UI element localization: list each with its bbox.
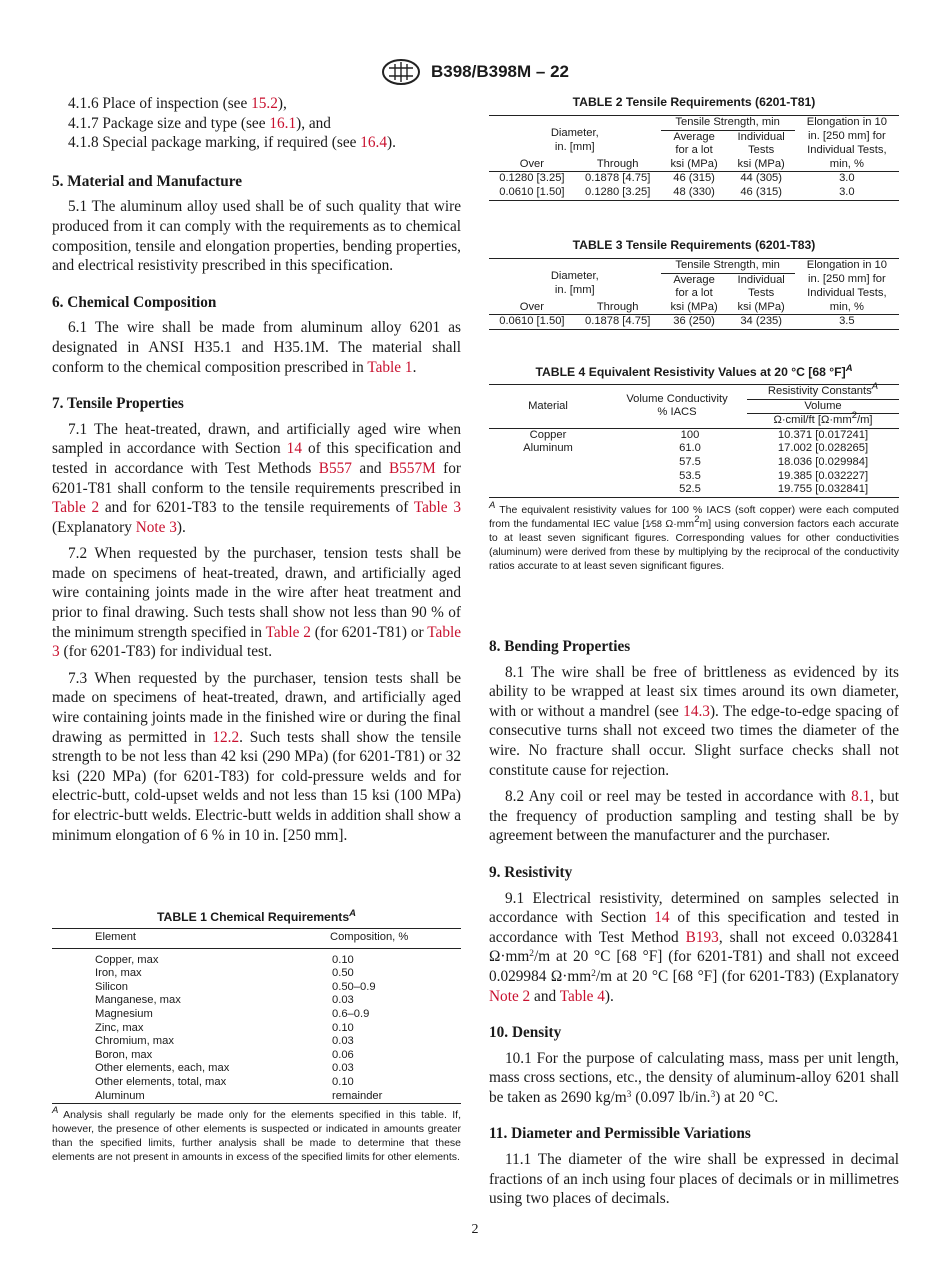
link-15-2[interactable]: 15.2 xyxy=(251,95,278,112)
link-section-14[interactable]: 14 xyxy=(286,440,302,458)
text: (0.097 lb/in. xyxy=(631,1088,711,1106)
superscript: 2 xyxy=(529,949,535,960)
col-header-elong-1: Elongation in 10 xyxy=(806,259,887,272)
paragraph-10-1 xyxy=(489,1049,899,1108)
table-header-row xyxy=(489,158,899,172)
astm-logo-icon xyxy=(381,58,421,86)
link-table-4[interactable]: Table 4 xyxy=(559,987,605,1005)
section-7-heading: 7. Tensile Properties xyxy=(52,395,184,413)
paragraph-9-1 xyxy=(489,889,899,1007)
table-header-row xyxy=(489,116,899,131)
paragraph-7-3 xyxy=(52,669,461,845)
col-header-elong-2: in. [250 mm] for xyxy=(808,273,886,286)
table-cell: 0.50 xyxy=(332,967,354,980)
paragraph-8-2 xyxy=(489,787,899,846)
footnote-mark: A xyxy=(871,381,879,392)
link-16-4[interactable]: 16.4 xyxy=(360,134,388,152)
text: , shall not exceed 0.032841 Ω·mm xyxy=(489,928,899,966)
link-b557[interactable]: B557 xyxy=(318,459,352,477)
section-9-heading: 9. Resistivity xyxy=(489,863,573,881)
table-header-row xyxy=(489,385,899,400)
footnote-mark: A xyxy=(349,908,356,919)
table-row xyxy=(489,456,899,470)
text: . Such tests shall show the tensile strength to be not less than 42 ksi (290 MPa) (for 6201-T81) or 32 ksi (220 MPa) (for 6201-T83) for cold-pressure welds and for electric-butt, cold-upset welds and not less than 15 ksi (100 MPa) for electric-butt welds. Electric-butt welds in addition shall show a minimum elongation of 6 % in 10 in. [250 mm]. xyxy=(52,728,461,844)
text: % IACS xyxy=(657,406,697,419)
section-6-heading: 6. Chemical Composition xyxy=(52,293,217,311)
col-header-material: Material xyxy=(528,399,568,412)
paragraph-11-1: 11.1 The diameter of the wire shall be expressed in decimal fractions of an inch using four places of decimals or in millimetres using two places of decimals. xyxy=(489,1151,899,1208)
table-cell: 0.1280 [3.25] xyxy=(499,172,565,185)
text: 6.1 The wire shall be made from aluminum alloy 6201 as designated in ANSI H35.1 and H35.1M. The material shall conform to the chemical composition prescribed in xyxy=(52,319,461,376)
table-cell: Silicon xyxy=(95,980,128,993)
link-b557m[interactable]: B557M xyxy=(388,459,436,477)
col-header-diameter xyxy=(489,116,661,158)
table-header-row xyxy=(489,259,899,274)
page-header xyxy=(0,58,950,86)
link-table-3[interactable]: Table 3 xyxy=(52,623,462,661)
table-cell: 3.0 xyxy=(839,172,855,185)
table-row xyxy=(52,1062,461,1076)
table-cell: remainder xyxy=(332,1089,383,1102)
col-header-volume: Volume xyxy=(747,399,899,414)
text: Diameter, xyxy=(550,127,599,140)
item-4-1-6 xyxy=(52,94,461,114)
table-1-grid xyxy=(52,928,461,1104)
link-note-3[interactable]: Note 3 xyxy=(135,518,177,536)
link-section-14[interactable]: 14 xyxy=(654,909,670,927)
table-cell xyxy=(489,483,607,497)
table-cell: 0.10 xyxy=(332,953,354,966)
table-row xyxy=(489,315,899,330)
table-cell: 0.10 xyxy=(332,1075,354,1088)
text: and xyxy=(351,459,389,477)
text: and for 6201-T83 to the tensile requirements of xyxy=(99,499,414,517)
col-header-ind-2: Tests xyxy=(748,287,775,300)
col-header-element: Element xyxy=(95,931,137,943)
col-header-ksi-ind: ksi (MPa) xyxy=(737,157,785,170)
page-number: 2 xyxy=(471,1222,479,1237)
text: ), and xyxy=(296,114,331,132)
section-5-heading: 5. Material and Manufacture xyxy=(52,172,243,190)
table-2 xyxy=(489,95,899,201)
col-header-avg-2: for a lot xyxy=(675,287,713,300)
table-header-row xyxy=(489,301,899,315)
right-column xyxy=(489,637,899,1216)
col-header-elong-4: min, % xyxy=(829,300,864,313)
col-header-tensile: Tensile Strength, min xyxy=(661,259,795,274)
link-12-2[interactable]: 12.2 xyxy=(212,728,240,746)
col-header-ind: Individual xyxy=(737,130,785,143)
table-cell: 100 xyxy=(680,428,700,441)
table-cell: 3.5 xyxy=(839,315,855,328)
link-8-1[interactable]: 8.1 xyxy=(851,788,871,806)
table-row xyxy=(489,470,899,484)
table-cell: Iron, max xyxy=(95,967,142,980)
col-header-avg: Average xyxy=(673,273,715,286)
paragraph-7-2 xyxy=(52,544,461,662)
superscript: 3 xyxy=(626,1089,632,1100)
table-4-title xyxy=(489,365,899,379)
table-cell: 57.5 xyxy=(679,455,701,468)
text: ) at 20 °C. xyxy=(715,1088,779,1106)
col-header-ind: Individual xyxy=(737,273,785,286)
text: of this specification and tested in accordance with Test Method xyxy=(489,909,899,946)
table-cell: 0.6–0.9 xyxy=(332,1007,370,1020)
link-14-3[interactable]: 14.3 xyxy=(683,702,710,720)
table-row xyxy=(489,483,899,497)
table-cell: 0.0610 [1.50] xyxy=(499,315,565,328)
text: TABLE 1 Chemical Requirements xyxy=(157,910,350,924)
footnote-mark: A xyxy=(845,363,853,374)
table-cell: 0.1280 [3.25] xyxy=(584,185,651,198)
table-row xyxy=(52,981,461,995)
table-4-grid xyxy=(489,381,899,498)
table-cell: 3.0 xyxy=(839,185,855,198)
table-cell: Zinc, max xyxy=(95,1021,144,1034)
table-cell: 61.0 xyxy=(679,442,701,455)
table-3-grid xyxy=(489,258,899,330)
col-header-through: Through xyxy=(596,157,639,170)
text: . xyxy=(412,358,417,376)
col-header-ksi-avg: ksi (MPa) xyxy=(670,300,718,313)
text: Volume Conductivity xyxy=(626,392,728,405)
table-3 xyxy=(489,238,899,330)
table-cell: Aluminum xyxy=(95,1089,145,1102)
text: ). xyxy=(604,987,614,1005)
col-header-unit xyxy=(747,410,899,429)
table-row xyxy=(52,1076,461,1090)
table-cell: 0.06 xyxy=(332,1048,354,1061)
table-row xyxy=(52,967,461,981)
col-header-resistivity xyxy=(747,381,899,400)
col-header-avg: Average xyxy=(673,130,715,143)
superscript: 2 xyxy=(851,410,857,422)
text: m] using conversion factors each accurate to at least seven significant figures. Corresponding values for other conductivities (aluminum) were derived from these by multiplying by the reciprocal of the conductivity ratios accurate to at least seven significant figures. xyxy=(489,517,899,572)
table-cell: Chromium, max xyxy=(95,1035,174,1048)
col-header-elong-2: in. [250 mm] for xyxy=(808,130,886,143)
table-cell: 19.385 [0.032227] xyxy=(777,469,869,482)
table-cell: 0.03 xyxy=(332,994,354,1007)
section-11-heading: 11. Diameter and Permissible Variations xyxy=(489,1125,751,1143)
table-cell: 52.5 xyxy=(679,483,701,496)
item-4-1-8 xyxy=(52,133,461,153)
table-cell: Boron, max xyxy=(95,1048,153,1061)
table-cell: 0.50–0.9 xyxy=(332,980,376,993)
text: (for 6201-T81) or xyxy=(310,623,428,641)
paragraph-6-1 xyxy=(52,318,461,377)
table-cell: 10.371 [0.017241] xyxy=(777,428,869,441)
table-cell: 0.1878 [4.75] xyxy=(584,315,651,328)
text: ). xyxy=(387,134,396,152)
text: in. [mm] xyxy=(554,140,595,153)
table-cell xyxy=(489,470,607,484)
item-4-1-7 xyxy=(52,114,461,134)
table-cell: Aluminum xyxy=(523,442,573,455)
table-cell: Manganese, max xyxy=(95,994,181,1007)
table-cell: 0.1878 [4.75] xyxy=(584,172,651,185)
text: 7.2 When requested by the purchaser, tension tests shall be made on specimens of heat-treated, drawn, and artificially aged wire containing joints made in the wire after heat treatment and prior to final drawing. Such tests shall show not less than 90 % of the minimum strength specified in xyxy=(52,545,461,641)
table-cell: Copper xyxy=(529,428,567,441)
text: Resistivity Constants xyxy=(767,385,872,397)
text: and xyxy=(530,987,560,1005)
table-row xyxy=(52,948,461,967)
text: Diameter, xyxy=(550,270,599,283)
table-row xyxy=(52,1022,461,1036)
table-cell: 34 (235) xyxy=(740,315,782,328)
table-1-title xyxy=(52,910,461,924)
col-header-ksi-avg: ksi (MPa) xyxy=(670,157,718,170)
col-header-avg-2: for a lot xyxy=(675,144,713,157)
table-row xyxy=(489,172,899,186)
table-cell: 19.755 [0.032841] xyxy=(777,483,869,496)
table-cell: 44 (305) xyxy=(740,172,782,185)
table-header-row xyxy=(52,929,461,949)
text: for 6201-T81 shall conform to the tensile requirements prescribed in xyxy=(52,459,461,497)
text: 4.1.8 Special package marking, if required (see xyxy=(68,134,361,152)
superscript: 2 xyxy=(694,513,700,525)
text: 7.1 The heat-treated, drawn, and artificially aged wire when sampled in accordance with Section xyxy=(52,420,461,458)
table-cell: 18.036 [0.029984] xyxy=(777,455,869,468)
table-row xyxy=(52,1090,461,1104)
left-column xyxy=(52,94,461,852)
link-16-1[interactable]: 16.1 xyxy=(269,114,297,132)
table-row xyxy=(489,428,899,442)
table-4 xyxy=(489,365,899,573)
text: ), xyxy=(277,95,287,112)
section-8-heading: 8. Bending Properties xyxy=(489,638,631,655)
text: 9.1 Electrical resistivity, determined on samples selected in accordance with Section xyxy=(489,889,899,927)
link-table-2[interactable]: Table 2 xyxy=(52,499,100,517)
table-1-footnote xyxy=(52,1105,461,1164)
table-cell: 53.5 xyxy=(679,469,701,482)
table-row xyxy=(52,1035,461,1049)
table-cell xyxy=(489,456,607,470)
table-3-title: TABLE 3 Tensile Requirements (6201-T83) xyxy=(572,238,816,252)
col-header-elong-3: Individual Tests, xyxy=(807,287,887,300)
table-cell: 0.0610 [1.50] xyxy=(499,185,565,198)
text: ). xyxy=(176,518,186,536)
text: (for 6201-T83) for individual test. xyxy=(59,643,273,661)
table-2-title: TABLE 2 Tensile Requirements (6201-T81) xyxy=(572,95,816,109)
text: /m] xyxy=(857,414,873,427)
link-table-2[interactable]: Table 2 xyxy=(265,623,311,641)
text: ). The edge-to-edge spacing of consecutive turns shall not exceed two times the diameter of the wire. No fracture shall occur. Slight surface checks shall not constitute cause for rejection. xyxy=(489,702,899,779)
table-row xyxy=(489,442,899,456)
link-note-2[interactable]: Note 2 xyxy=(489,987,531,1005)
table-cell: 17.002 [0.028265] xyxy=(777,442,869,455)
paragraph-8-1 xyxy=(489,663,899,781)
table-2-grid xyxy=(489,115,899,201)
superscript: 2 xyxy=(591,968,596,979)
col-header-elong-3: Individual Tests, xyxy=(807,144,887,157)
text: TABLE 4 Equivalent Resistivity Values at 20 °C [68 °F] xyxy=(535,365,846,379)
table-1 xyxy=(52,910,461,1164)
text: of this specification and tested in accordance with Test Methods xyxy=(52,440,461,477)
text: 8.2 Any coil or reel may be tested in accordance with xyxy=(505,788,852,806)
text: /m at 20 °C [68 °F] (for 6201-T83) (Explanatory xyxy=(595,967,899,985)
col-header-tensile: Tensile Strength, min xyxy=(661,116,795,131)
text: The equivalent resistivity values for 100 % IACS (soft copper) were each computed from the fundamental IEC value [ xyxy=(489,503,899,530)
table-row xyxy=(52,1008,461,1022)
table-cell: Other elements, total, max xyxy=(95,1075,227,1088)
col-header-over: Over xyxy=(519,157,544,170)
text: 8.1 The wire shall be free of brittleness as evidenced by its ability to be wrapped at least six times around its own diameter, with or without a mandrel (see xyxy=(489,663,899,720)
paragraph-5-1: 5.1 The aluminum alloy used shall be of such quality that wire produced from it can comply with the requirements as to chemical composition, tensile and elongation properties, bending properties, and electrical resistivity prescribed in this specification. xyxy=(52,198,461,275)
table-row xyxy=(52,994,461,1008)
table-cell: Other elements, each, max xyxy=(95,1062,230,1075)
col-header-ind-2: Tests xyxy=(748,144,775,157)
table-cell: 0.10 xyxy=(332,1021,354,1034)
text: /m at 20 °C [68 °F] (for 6201-T81) and shall not exceed 0.029984 Ω·mm xyxy=(489,948,899,985)
col-header-elong-1: Elongation in 10 xyxy=(806,116,887,129)
table-cell: Magnesium xyxy=(95,1007,153,1020)
col-header-through: Through xyxy=(596,300,639,313)
table-row xyxy=(52,1049,461,1063)
text: 7.3 When requested by the purchaser, tension tests shall be made on specimens of heat-treated, drawn, and artificially aged wire containing joints made in the finished wire or during the final drawing as permitted in xyxy=(52,669,461,746)
text: 4.1.7 Package size and type (see xyxy=(68,114,270,132)
document-designation: B398/B398M – 22 xyxy=(431,62,569,81)
text: (Explanatory xyxy=(52,518,136,536)
table-4-footnote xyxy=(489,499,899,573)
text: 10.1 For the purpose of calculating mass, mass per unit length, mass cross sections, etc., the density of aluminum-alloy 6201 shall be taken as 2690 kg/m xyxy=(489,1049,899,1106)
section-10-heading: 10. Density xyxy=(489,1024,562,1042)
col-header-ksi-ind: ksi (MPa) xyxy=(737,300,785,313)
link-table-3[interactable]: Table 3 xyxy=(413,499,461,517)
text: 4.1.6 Place of inspection (see xyxy=(68,95,252,112)
fraction: 1⁄58 xyxy=(645,518,662,529)
text: Analysis shall regularly be made only for the elements specified in this table. If, however, the presence of other elements is suspected or indicated in amounts greater than the specified limits, further analysis shall be made to determine that these elements are not present in amounts in excess of the specified limits for other elements. xyxy=(52,1109,461,1164)
text: Ω·cmil/ft [Ω·mm xyxy=(773,414,852,427)
table-cell: 46 (315) xyxy=(740,185,782,198)
table-cell: 36 (250) xyxy=(673,315,715,328)
table-row xyxy=(489,186,899,200)
footnote-mark: A xyxy=(489,499,496,511)
paragraph-7-1 xyxy=(52,420,461,538)
col-header-over: Over xyxy=(519,300,544,313)
col-header-conductivity xyxy=(607,385,747,429)
table-cell: 0.03 xyxy=(332,1062,354,1075)
text: in. [mm] xyxy=(554,283,595,296)
link-b193[interactable]: B193 xyxy=(685,928,719,946)
table-cell: Copper, max xyxy=(95,953,159,966)
superscript: 3 xyxy=(710,1089,716,1100)
footnote-mark: A xyxy=(52,1105,59,1117)
col-header-elong-4: min, % xyxy=(829,157,864,170)
text: , but the frequency of production sampling and testing shall be by agreement between the manufacturer and the purchaser. xyxy=(489,788,899,845)
table-cell: 0.03 xyxy=(332,1035,354,1048)
link-table-1[interactable]: Table 1 xyxy=(367,358,413,376)
col-header-diameter xyxy=(489,259,661,301)
table-cell: 46 (315) xyxy=(673,172,715,185)
col-header-composition: Composition, % xyxy=(330,931,409,943)
text: Ω·mm xyxy=(661,517,695,530)
table-cell: 48 (330) xyxy=(673,185,715,198)
